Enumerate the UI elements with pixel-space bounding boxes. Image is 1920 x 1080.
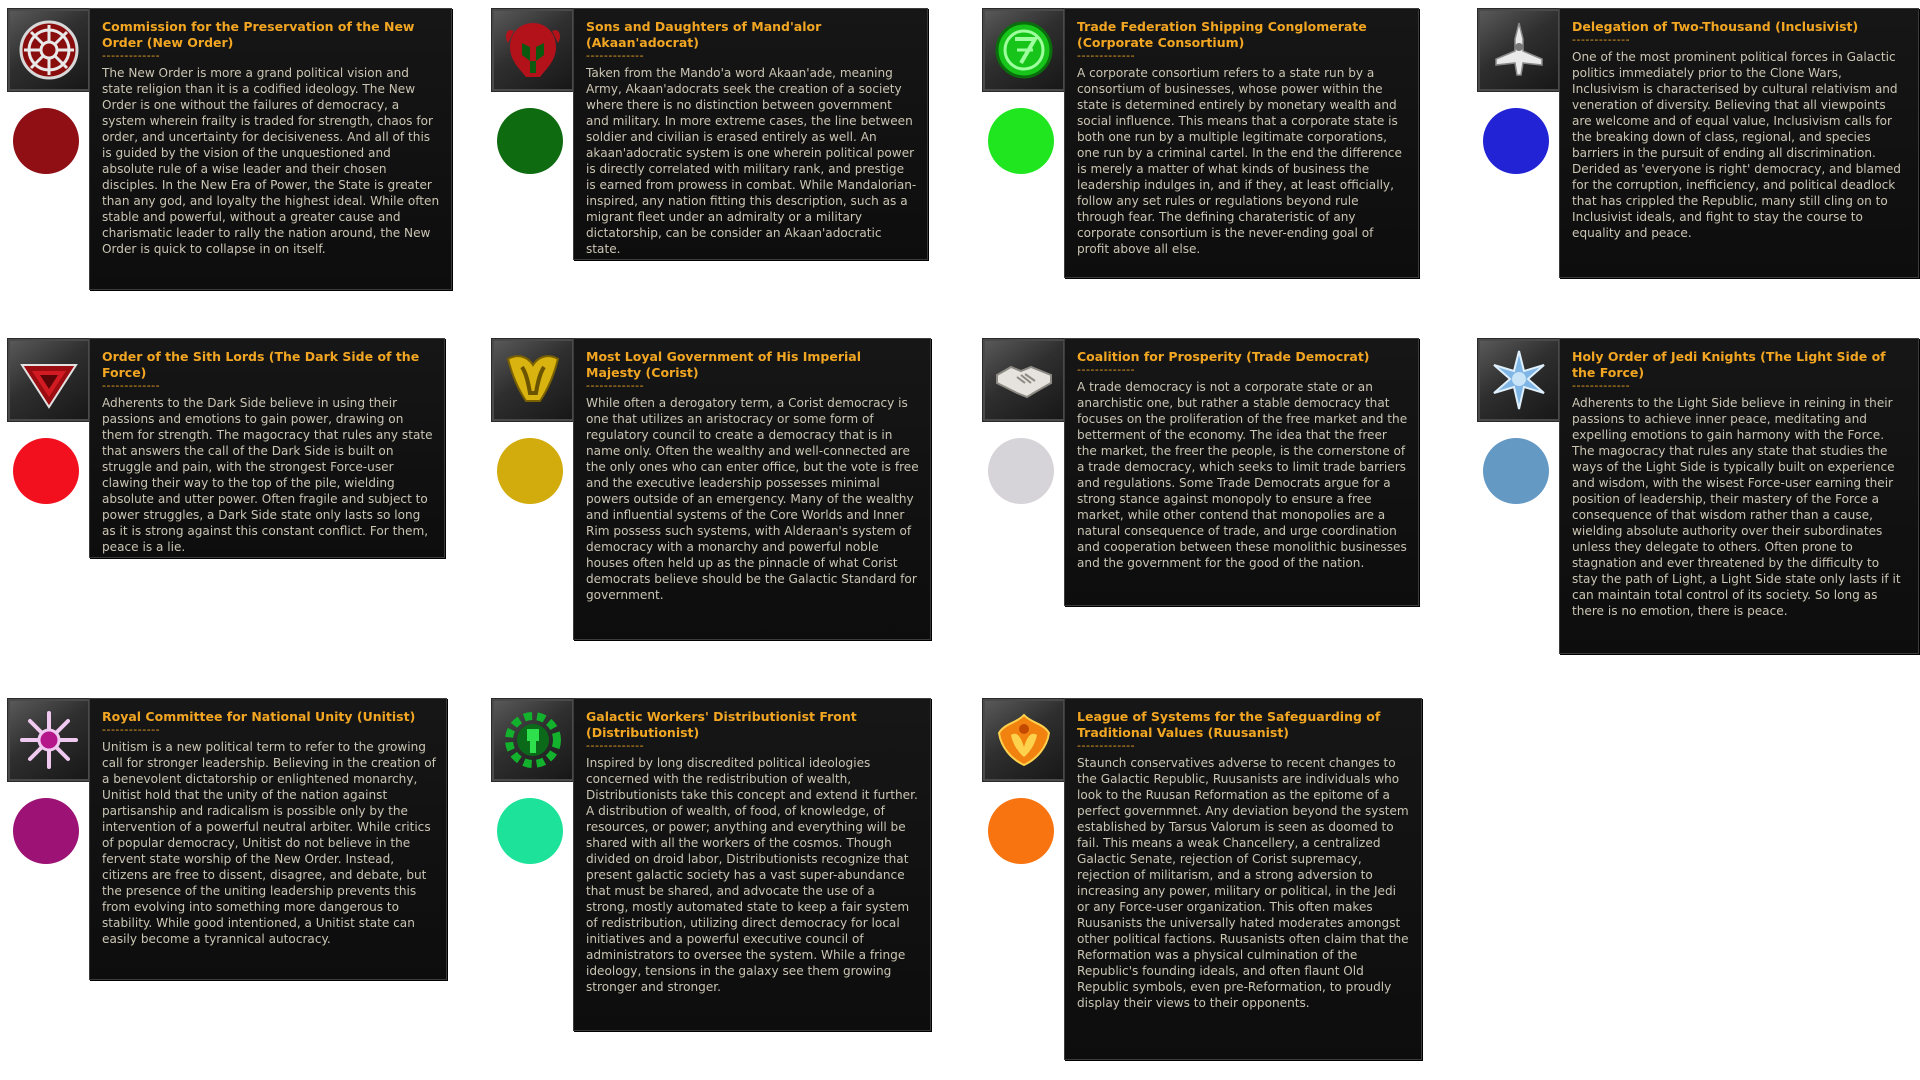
faction-title: Most Loyal Government of His Imperial Majesty (Corist) [586,349,862,380]
faction-tooltip [89,698,447,980]
jedi-order-icon [1486,347,1552,413]
faction-tooltip [573,698,931,1031]
faction-description: Inspired by long discredited political ideologies concerned with the redistribution of wealth, Distributionists take this concept and extend it further. A distribution of wealth, of food, of knowledge, of resources, or power; anything and everything will be shared with all the workers of the cosmos. Though divided on droid labor, Distributionists recognize that present galactic society has a vast super-abundance that must be shared, and advocate the use of a strong, mostly automated state to keep a fair system of redistribution, utilizing direct democracy for local initiatives and a powerful executive council of administrators to oversee the system. While a fringe ideology, tensions in the galaxy see them growing stronger and stronger. [586,756,918,994]
faction-icon-frame[interactable] [491,698,575,782]
golden-helm-icon [500,347,566,413]
faction-color-swatch [988,438,1054,504]
faction-title: Royal Committee for National Unity (Unitist) [102,709,416,724]
faction-description: One of the most prominent political forces in Galactic politics immediately prior to the Clone Wars, Inclusivism is characterised by cultural relativism and veneration of diversity. Believing that all viewpoints are welcome and of equal value, Inclusivism calls for the breaking down of class, regional, and species barriers in the pursuit of ending all discrimination. Derided as 'everyone is right' democracy, and blamed for the corruption, inefficiency, and political deadlock that has crippled the Republic, many still cling on to Inclusivist ideals, and fight to stay the course to equality and peace. [1572,50,1901,240]
faction-icon-frame[interactable] [7,338,91,422]
faction-color-swatch [13,798,79,864]
trade-federation-icon [991,17,1057,83]
title-separator: ------------- [1077,739,1136,752]
mythosaur-skull-icon [500,17,566,83]
title-separator: ------------- [1077,363,1136,376]
faction-icon-frame[interactable] [982,338,1066,422]
faction-title: Coalition for Prosperity (Trade Democrat) [1077,349,1370,364]
faction-title: Holy Order of Jedi Knights (The Light Side of the Force) [1572,349,1886,380]
sith-emblem-icon [16,347,82,413]
title-separator: ------------- [586,379,645,392]
faction-color-swatch [497,438,563,504]
faction-title: Galactic Workers' Distributionist Front (Distributionist) [586,709,857,740]
faction-tooltip [1064,8,1419,278]
faction-color-swatch [13,438,79,504]
faction-icon-frame[interactable] [491,338,575,422]
faction-color-swatch [988,108,1054,174]
title-separator: ------------- [1572,33,1631,46]
faction-tooltip [573,8,928,260]
faction-tooltip [89,338,445,558]
title-separator: ------------- [102,49,161,62]
imperial-cog-icon [16,17,82,83]
faction-icon-frame[interactable] [1477,8,1561,92]
faction-title: Sons and Daughters of Mand'alor (Akaan'adocrat) [586,19,822,50]
title-separator: ------------- [586,49,645,62]
faction-title: Order of the Sith Lords (The Dark Side of the Force) [102,349,420,380]
faction-title: League of Systems for the Safeguarding of Traditional Values (Ruusanist) [1077,709,1381,740]
faction-description: Unitism is a new political term to refer to the growing call for stronger leadership. Believing in the creation of a benevolent dictatorship or enlightened monarchy, Unitist hold that the unity of the nation against partisanship and radicalism is possible only by the intervention of a powerful neutral arbiter. While critics of popular democracy, Unitist do not believe in the fervent state worship of the New Order. Instead, citizens are free to dissent, disagree, and debate, but the presence of the uniting leadership prevents this from evolving into something more dangerous to stability. While good intentioned, a Unitist state can easily become a tyrannical autocracy. [102,740,436,946]
faction-icon-frame[interactable] [7,698,91,782]
faction-color-swatch [497,798,563,864]
faction-icon-frame[interactable] [491,8,575,92]
faction-title: Commission for the Preservation of the New Order (New Order) [102,19,415,50]
faction-description: The New Order is more a grand political vision and state religion than it is a codified ideology. The New Order is one without the failures of democracy, a system wherein frailty is traded for strength, chaos for order, and uncertainty for decisiveness. And all of this is guided by the vision of the unquestioned and absolute rule of a wise leader and their chosen disciples. In the New Era of Power, the State is greater than any god, and loyalty the highest ideal. While often stable and powerful, without a greater cause and charismatic leader to rally the nation around, the New Order is quick to collapse in on itself. [102,66,440,256]
title-separator: ------------- [102,379,161,392]
faction-description: A corporate consortium refers to a state run by a consortium of businesses, whose power within the state is determined entirely by monetary wealth and social influence. This means that a corporate state is both one run by a multiple legitimate corporations, one run by a criminal cartel. In the end the difference is merely a matter of what kinds of business the leadership indulges in, and if they, at least officially, follow any set rules or regulations beyond rule through fear. The defining charateristic of any corporate consortium is the never-ending goal of profit above all else. [1077,66,1402,256]
radiant-star-icon [16,707,82,773]
faction-description: A trade democracy is not a corporate state or an anarchistic one, but rather a stable democracy that focuses on the proliferation of the free market and the betterment of the economy. The idea that the freer the market, the freer the people, is the cornerstone of a trade democracy, which seeks to limit trade barriers and regulations. Some Trade Democrats argue for a strong stance against monopoly to ensure a free market, while other contend that monopolies are a natural consequence of trade, and urge coordination and cooperation between these monolithic businesses and the government for the good of the nation. [1077,380,1408,570]
faction-tooltip [1559,338,1919,654]
faction-description: While often a derogatory term, a Corist democracy is one that utilizes an aristocracy or some form of regulatory council to create a democracy that is in name only. Often the wealthy and well-connected are the only ones who can enter office, but the vote is free and the executive leadership possesses minimal powers outside of an emergency. Many of the wealthy and influential systems of the Core Worlds and Inner Rim possess such systems, with Alderaan's system of democracy with a monarchy and powerful noble houses often held up as the pinnacle of what Corist democrats believe should be the Galactic Standard for government. [586,396,919,602]
faction-tooltip [1064,338,1419,606]
faction-title: Delegation of Two-Thousand (Inclusivist) [1572,19,1859,34]
flaming-crest-icon [991,707,1057,773]
faction-icon-frame[interactable] [982,8,1066,92]
faction-icon-frame[interactable] [7,8,91,92]
faction-description: Staunch conservatives adverse to recent changes to the Galactic Republic, Ruusanists are individuals who look to the Ruusan Reformation as the epitome of a perfect governmnet. Any deviation beyond the system established by Tarsus Valorum is seen as doomed to fail. This means a weak Chancellery, a centralized Galactic Senate, rejection of Corist supremacy, rejection of militarism, and a strong adversion to increasing any power, military or political, in the Jedi or any Force-user organization. This often makes Ruusanists the universally hated moderates amongst other political factions. Ruusanists often claim that the Reformation was a physical culmination of the Republic's founding ideals, and often flaunt Old Republic symbols, even pre-Reformation, to proudly display their views to their opponents. [1077,756,1409,1010]
title-separator: ------------- [1572,379,1631,392]
faction-description: Adherents to the Light Side believe in reining in their passions to achieve inner peace, meditating and expelling emotions to gain harmony with the Force. The magocracy that rules any state that studies the ways of the Light Side is typically built on experience and wisdom, with the wisest Force-user earning their position of leadership, their mastery of the Force a consequence of that wisdom rather than a cause, wielding absolute authority over their subordinates unless they delegate to others. Often prone to stagnation and ever threatened by the difficulty to stay the path of Light, a Light Side state only lasts if it can maintain total control of its society. So long as there is no emotion, there is peace. [1572,396,1901,618]
title-separator: ------------- [586,739,645,752]
faction-color-swatch [497,108,563,174]
faction-icon-frame[interactable] [982,698,1066,782]
faction-tooltip [573,338,931,640]
faction-color-swatch [13,108,79,174]
faction-description: Taken from the Mando'a word Akaan'ade, meaning Army, Akaan'adocrats seek the creation of a society where there is no distinction between government and military. In more extreme cases, the line between soldier and civilian is erased entirely as well. An akaan'adocratic system is one wherein political power is directly correlated with military rank, and prestige is earned from prowess in combat. While Mandalorian-inspired, any nation fitting this description, such as a migrant fleet under an admiralty or a military dictatorship, can be consider an Akaan'adocratic state. [586,66,917,256]
faction-color-swatch [988,798,1054,864]
title-separator: ------------- [102,723,161,736]
republic-starship-icon [1486,17,1552,83]
faction-color-swatch [1483,108,1549,174]
handshake-icon [991,347,1057,413]
faction-tooltip [1064,698,1422,1060]
gear-fist-icon [500,707,566,773]
faction-color-swatch [1483,438,1549,504]
faction-title: Trade Federation Shipping Conglomerate (Corporate Consortium) [1077,19,1367,50]
faction-tooltip [1559,8,1919,278]
faction-tooltip [89,8,452,290]
faction-description: Adherents to the Dark Side believe in using their passions and emotions to gain power, drawing on them for strength. The magocracy that rules any state that answers the call of the Dark Side is built on struggle and pain, with the strongest Force-user clawing their way to the top of the pile, wielding absolute and utter power. Often fragile and subject to power struggles, a Dark Side state only lasts so long as it is strong against this constant conflict. For them, peace is a lie. [102,396,433,554]
faction-icon-frame[interactable] [1477,338,1561,422]
title-separator: ------------- [1077,49,1136,62]
